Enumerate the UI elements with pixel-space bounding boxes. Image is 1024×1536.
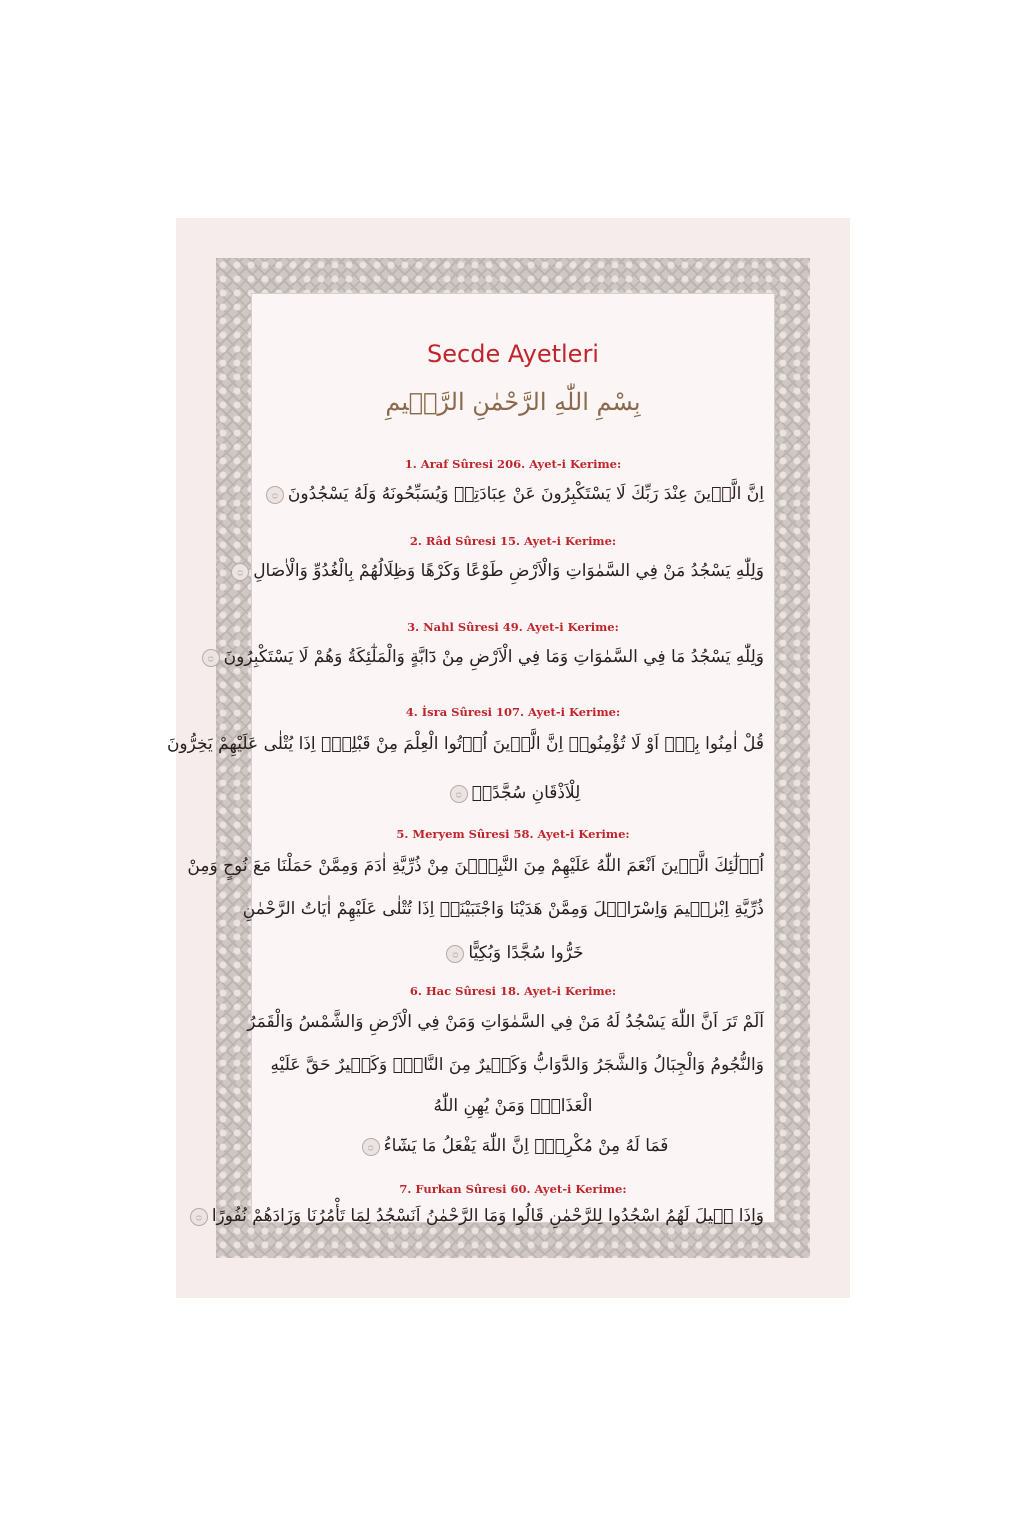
ayah-text: وَلِلّٰهِ يَسْجُدُ مَا فِي السَّمٰوَاتِ وَمَا فِي الْاَرْضِ مِنْ دَٓابَّةٍ وَالْمَلٰٓئِكَةُ وَهُمْ لَا يَسْتَكْبِرُونَ [223, 647, 764, 667]
section-7-ayah [196, 1194, 764, 1238]
ayah-text: لِلْاَذْقَانِ سُجَّدًاۙ [471, 783, 581, 803]
section-7-label: 7. Furkan Sûresi 60. Ayet-i Kerime: [399, 1182, 627, 1196]
section-2-label: 2. Râd Sûresi 15. Ayet-i Kerime: [409, 534, 617, 548]
ayah-end-icon: ۝ [190, 1208, 208, 1226]
section-4-label: 4. İsra Sûresi 107. Ayet-i Kerime: [405, 705, 621, 719]
section-5-ayah-line-1: اُو۬لٰٓئِكَ الَّذ۪ينَ اَنْعَمَ اللّٰهُ عَلَيْهِمْ مِنَ النَّبِيّ۪نَ مِنْ ذُرِّيَّةِ اٰدَمَ وَمِمَّنْ حَمَلْنَا مَعَ نُوحٍ وَمِنْ [187, 856, 764, 876]
section-6-ayah-line-2: وَالنُّجُومُ وَالْجِبَالُ وَالشَّجَرُ وَالدَّٓوَابُّ وَكَث۪يرٌ مِنَ النَّاسِۜ وَكَث۪يرٌ حَقَّ عَلَيْهِ [270, 1055, 764, 1075]
ayah-end-icon: ۝ [266, 486, 284, 504]
page-title: Secde Ayetleri [427, 340, 599, 368]
ayah-end-icon: ۝ [231, 563, 249, 581]
poster [166, 218, 850, 1298]
ayah-text: وَاِذَا ق۪يلَ لَهُمُ اسْجُدُوا لِلرَّحْمٰنِ قَالُوا وَمَا الرَّحْمٰنُ اَنَسْجُدُ لِمَا تَأْمُرُنَا وَزَادَهُمْ نُفُورًا [211, 1206, 764, 1226]
ayah-text: خَرُّوا سُجَّدًا وَبُكِيًّا [468, 943, 584, 963]
section-6-label: 6. Hac Sûresi 18. Ayet-i Kerime: [409, 984, 617, 998]
section-4-ayah-line-2 [262, 771, 764, 815]
section-6-ayah-line-4 [262, 1124, 764, 1168]
ayah-text: وَلِلّٰهِ يَسْجُدُ مَنْ فِي السَّمٰوَاتِ وَالْاَرْضِ طَوْعًا وَكَرْهًا وَظِلَالُهُمْ بِالْغُدُوِّ وَالْاٰصَالِ [253, 561, 764, 581]
section-3-label: 3. Nahl Sûresi 49. Ayet-i Kerime: [407, 620, 619, 634]
ayah-end-icon: ۝ [446, 945, 464, 963]
section-5-label: 5. Meryem Sûresi 58. Ayet-i Kerime: [396, 827, 630, 841]
section-5-ayah-line-2: ذُرِّيَّةِ اِبْرٰه۪يمَ وَاِسْرَٓائ۪لَ وَمِمَّنْ هَدَيْنَا وَاجْتَبَيْنَاۜ اِذَا تُتْلٰى عَلَيْهِمْ اٰيَاتُ الرَّحْمٰنِ [242, 899, 764, 919]
ayah-text: اِنَّ الَّذ۪ينَ عِنْدَ رَبِّكَ لَا يَسْتَكْبِرُونَ عَنْ عِبَادَتِه۪ وَيُسَبِّحُونَهُ وَلَهُ يَسْجُدُونَ [287, 484, 764, 504]
section-6-ayah-line-3: الْعَذَابُۜ وَمَنْ يُهِنِ اللّٰهُ [433, 1096, 593, 1116]
section-3-ayah [208, 635, 764, 679]
section-4-ayah-line-1: قُلْ اٰمِنُوا بِه۪ٓ اَوْ لَا تُؤْمِنُواۜ اِنَّ الَّذ۪ينَ اُو۫تُوا الْعِلْمَ مِنْ قَبْلِه۪ٓ اِذَا يُتْلٰى عَلَيْهِمْ يَخِرُّونَ [166, 734, 764, 754]
section-6-ayah-line-1: اَلَمْ تَرَ اَنَّ اللّٰهَ يَسْجُدُ لَهُ مَنْ فِي السَّمٰوَاتِ وَمَنْ فِي الْاَرْضِ وَالشَّمْسُ وَالْقَمَرُ [247, 1012, 764, 1032]
section-1-ayah [262, 472, 764, 516]
section-2-ayah [237, 549, 764, 593]
ayah-end-icon: ۝ [202, 649, 220, 667]
content-panel [166, 293, 775, 1226]
ayah-end-icon: ۝ [362, 1138, 380, 1156]
section-1-label: 1. Araf Sûresi 206. Ayet-i Kerime: [404, 457, 622, 471]
ornamental-border [166, 258, 810, 1258]
basmala-calligraphy: بِسْمِ اللّٰهِ الرَّحْمٰنِ الرَّح۪يمِ [385, 388, 641, 416]
section-5-ayah-line-3 [262, 931, 764, 975]
ayah-text: فَمَا لَهُ مِنْ مُكْرِمٍۜ اِنَّ اللّٰهَ يَفْعَلُ مَا يَشَٓاءُ [383, 1136, 669, 1156]
ayah-end-icon: ۝ [450, 785, 468, 803]
